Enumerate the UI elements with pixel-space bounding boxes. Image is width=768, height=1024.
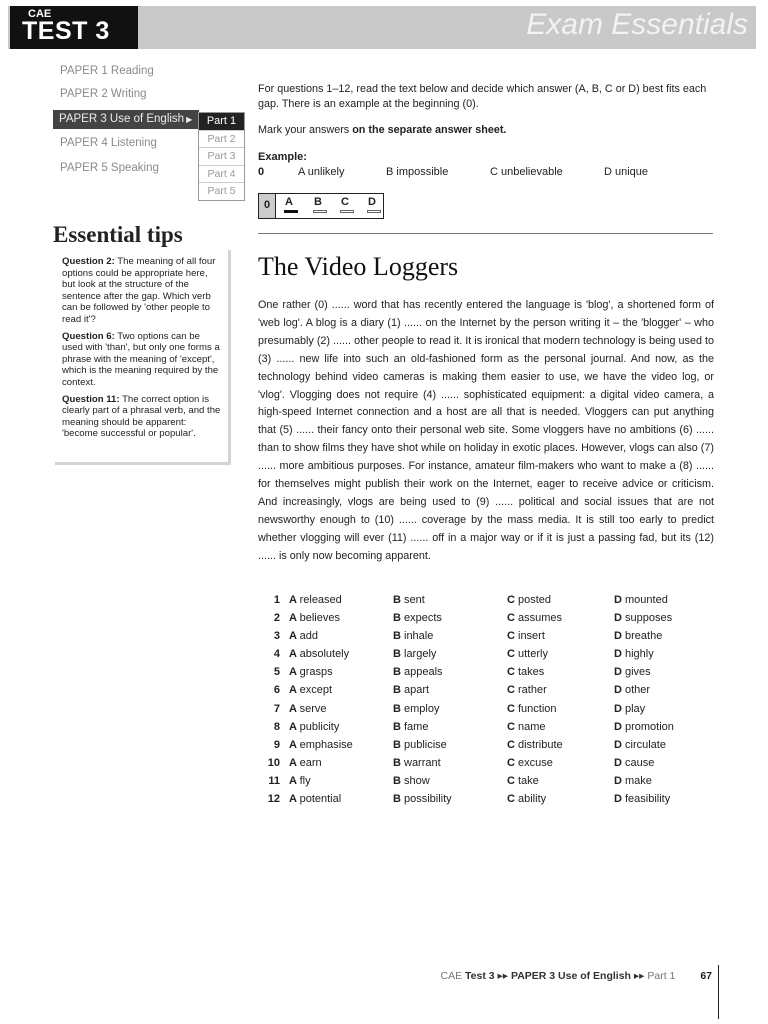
chevron-right-icon: ▸▸ (497, 970, 509, 982)
example-option-c: C unbelievable (490, 166, 563, 178)
option-letter: D (614, 666, 625, 679)
option-letter: C (507, 774, 518, 787)
option-text: breathe (625, 630, 663, 643)
option-text: publicise (404, 738, 447, 751)
option-letter: A (289, 630, 300, 643)
option-letter: C (507, 612, 518, 625)
option-d (614, 666, 651, 678)
question-number: 10 (267, 756, 280, 769)
header-test: TEST 3 (22, 17, 110, 45)
option-a (289, 757, 322, 769)
question-number: 6 (273, 684, 280, 697)
divider (258, 233, 713, 234)
option-b (393, 612, 442, 624)
nav-paper-3[interactable] (53, 110, 199, 129)
option-text: add (299, 630, 318, 643)
option-c (507, 612, 562, 624)
question-number: 1 (273, 594, 280, 606)
option-text: make (625, 774, 652, 787)
option-text: utterly (518, 648, 548, 661)
option-d (614, 703, 645, 715)
example-option-a: A unlikely (298, 166, 345, 178)
footer-section: Use of English (558, 970, 631, 982)
option-letter: A (289, 648, 300, 661)
option-letter: D (614, 684, 625, 697)
option-text: employ (404, 702, 440, 715)
option-a (289, 703, 327, 715)
option-text: publicity (299, 720, 340, 733)
option-letter: B (393, 774, 404, 787)
option-c (507, 721, 546, 733)
option-text: except (299, 684, 333, 697)
test-badge (10, 6, 138, 49)
answer-letter-d: D (368, 196, 376, 208)
option-text: take (518, 774, 539, 787)
page-footer (440, 970, 712, 982)
tip-label: Question 11: (62, 393, 120, 405)
question-number: 8 (273, 720, 280, 733)
option-b (393, 703, 439, 715)
part-tab-2[interactable]: Part 2 (199, 130, 244, 148)
option-text: other (625, 684, 651, 697)
option-a (289, 739, 353, 751)
option-a (289, 666, 333, 678)
option-text: believes (299, 612, 340, 625)
option-a (289, 721, 339, 733)
option-text: appeals (404, 666, 443, 679)
example-num: 0 (258, 166, 265, 178)
question-number: 7 (273, 702, 280, 715)
option-text: expects (404, 612, 442, 625)
nav-paper-1[interactable]: PAPER 1 Reading (60, 65, 154, 77)
answer-mark (340, 210, 354, 213)
question-number: 3 (273, 630, 280, 643)
option-d (614, 721, 674, 733)
option-text: fly (299, 774, 311, 787)
option-letter: C (507, 720, 518, 733)
option-letter: C (507, 793, 518, 806)
answer-note-bold: on the separate answer sheet. (352, 124, 507, 136)
option-letter: B (393, 793, 404, 806)
option-letter: A (289, 793, 300, 806)
option-text: absolutely (299, 648, 350, 661)
option-c (507, 793, 546, 805)
option-text: ability (518, 793, 547, 806)
option-letter: B (393, 720, 404, 733)
option-letter: B (393, 702, 404, 715)
option-text: insert (518, 630, 545, 643)
option-text: warrant (404, 756, 441, 769)
option-letter: C (507, 630, 518, 643)
option-d (614, 775, 652, 787)
option-letter: A (289, 594, 300, 606)
page-number: 67 (700, 970, 712, 982)
answer-mark (313, 210, 327, 213)
option-letter: B (393, 684, 404, 697)
question-number: 4 (273, 648, 280, 661)
option-d (614, 594, 668, 606)
option-c (507, 666, 544, 678)
footer-divider (718, 965, 719, 1019)
option-text: sent (404, 594, 425, 606)
option-a (289, 594, 342, 606)
footer-part: Part 1 (647, 970, 676, 982)
option-text: name (518, 720, 546, 733)
part-tab-5[interactable]: Part 5 (199, 182, 244, 200)
option-c (507, 757, 553, 769)
answer-zero: 0 (259, 194, 276, 218)
option-text: function (518, 702, 557, 715)
tip-text: Two options can be used with 'than', but only one forms a phrase with the meaning of 'except', which is the meaning required by the context. (62, 330, 220, 388)
option-text: promotion (625, 720, 674, 733)
option-letter: A (289, 720, 300, 733)
option-text: rather (518, 684, 547, 697)
option-text: inhale (404, 630, 434, 643)
tip-label: Question 2: (62, 256, 115, 267)
option-letter: B (393, 630, 404, 643)
tip-text: The correct option is clearly part of a phrasal verb, and the meaning should be apparent: 'become successful or popular'. (62, 393, 221, 440)
option-c (507, 739, 563, 751)
answer-letter-a: A (285, 196, 293, 208)
option-b (393, 775, 430, 787)
option-text: highly (625, 648, 654, 661)
question-number: 11 (268, 774, 280, 787)
option-text: gives (625, 666, 651, 679)
option-c (507, 648, 548, 660)
option-letter: C (507, 738, 518, 751)
option-text: apart (404, 684, 430, 697)
chevron-right-icon: ▶ (186, 115, 193, 124)
question-number: 12 (267, 793, 280, 806)
option-b (393, 666, 443, 678)
option-letter: A (289, 738, 300, 751)
part-tab-3[interactable]: Part 3 (199, 147, 244, 165)
option-text: assumes (518, 612, 563, 625)
option-b (393, 721, 428, 733)
option-letter: D (614, 774, 625, 787)
option-letter: B (393, 648, 404, 661)
option-a (289, 684, 332, 696)
option-a (289, 775, 311, 787)
answer-sheet-example (258, 193, 384, 219)
option-text: supposes (625, 612, 673, 625)
footer-cae: CAE (440, 970, 463, 982)
tip-label: Question 6: (62, 330, 115, 342)
option-letter: D (614, 738, 625, 751)
option-letter: A (289, 756, 300, 769)
nav-paper-2[interactable]: PAPER 2 Writing (60, 88, 147, 100)
answer-mark-selected (284, 210, 298, 213)
tips-title: Essential tips (53, 222, 183, 247)
answer-sheet-note (258, 124, 506, 136)
footer-test: Test 3 (465, 970, 495, 982)
answer-letter-b: B (314, 196, 322, 208)
option-d (614, 684, 650, 696)
parts-list (198, 112, 245, 201)
nav-paper-5[interactable]: PAPER 5 Speaking (60, 162, 159, 174)
tips-box (55, 250, 231, 465)
example-option-b: B impossible (386, 166, 449, 178)
option-letter: D (614, 756, 625, 769)
example-label: Example: (258, 151, 307, 163)
option-c (507, 775, 539, 787)
option-text: show (404, 774, 430, 787)
option-b (393, 793, 452, 805)
option-text: mounted (625, 594, 668, 606)
option-b (393, 739, 447, 751)
option-text: fame (404, 720, 429, 733)
option-d (614, 793, 670, 805)
tip-text: The meaning of all four options could be appropriate here, but look at the structure of the sentence after the gap. Which verb can be followed by 'other people to read it'? (62, 256, 216, 325)
option-c (507, 703, 557, 715)
option-letter: A (289, 612, 300, 625)
option-text: circulate (625, 738, 666, 751)
nav-paper-4[interactable]: PAPER 4 Listening (60, 137, 157, 149)
option-letter: D (614, 594, 625, 606)
part-tab-1[interactable]: Part 1 (199, 113, 244, 130)
option-text: potential (299, 793, 342, 806)
option-a (289, 648, 349, 660)
option-b (393, 630, 433, 642)
option-a (289, 793, 341, 805)
option-letter: C (507, 648, 518, 661)
option-text: grasps (299, 666, 333, 679)
option-b (393, 648, 436, 660)
answer-note-prefix: Mark your answers (258, 124, 353, 136)
question-number: 9 (273, 738, 280, 751)
option-a (289, 630, 318, 642)
option-letter: C (507, 666, 518, 679)
option-letter: C (507, 594, 518, 606)
tip-item (62, 331, 223, 389)
option-text: serve (299, 702, 327, 715)
option-b (393, 594, 425, 606)
part-tab-4[interactable]: Part 4 (199, 165, 244, 183)
example-option-d: D unique (604, 166, 649, 178)
passage-title: The Video Loggers (258, 252, 459, 281)
option-text: posted (518, 594, 552, 606)
header-cae: CAE (28, 8, 52, 20)
option-d (614, 739, 666, 751)
option-letter: B (393, 756, 404, 769)
option-text: emphasise (299, 738, 353, 751)
option-a (289, 612, 340, 624)
option-letter: C (507, 756, 518, 769)
option-text: feasibility (625, 793, 671, 806)
question-number: 5 (273, 666, 280, 679)
option-letter: A (289, 774, 300, 787)
nav-paper-3-label: PAPER 3 Use of English (59, 113, 185, 125)
footer-paper: PAPER 3 (510, 970, 556, 982)
chevron-right-icon: ▸▸ (633, 970, 645, 982)
passage-text: One rather (0) ...... word that has recently entered the language is 'blog', a shortened form of 'web log'. A blog is a diary (1) ...... on the Internet by the person writing it – the 'blogger' – who presumably (2) ...... other people to read it. It is ironical that modern technology is being used to (3) ...... new life into such an old-fashioned form as the personal journal. And now, as the technology behind video cameras is making them easier to use, we have the video log, or 'vlog'. Vlogging does not require (4) ...... sophisticated equipment: a digital video camera, a high-speed Internet connection and a host are all that is needed. Vloggers can put anything that (5) ...... their fancy onto their personal web site. Some vloggers have no ambitions (6) ...... than to show films they have shot while on holiday in exotic places. However, vlogs can also (7) ...... more ambitious purposes. For instance, amateur film-makers who want to make a (8) ...... for themselves might publish their work on the Internet, eager to receive advice or criticism. And increasingly, vlogs are being used to (9) ...... political and social issues that are not newsworthy enough to (10) ...... coverage by the mass media. It is still too early to predict whether vlogging will ever (11) ...... off in a major way or if it is just a passing fad, but its (12) ...... is only now becoming apparent. (258, 299, 714, 562)
option-text: distribute (518, 738, 563, 751)
option-letter: C (507, 702, 518, 715)
option-letter: D (614, 793, 625, 806)
instructions: For questions 1–12, read the text below and decide which answer (A, B, C or D) best fits each gap. There is an example at the beginning (0). (258, 83, 707, 110)
option-d (614, 612, 672, 624)
option-text: excuse (518, 756, 553, 769)
option-letter: D (614, 612, 625, 625)
option-c (507, 684, 547, 696)
question-number: 2 (273, 612, 280, 625)
option-letter: B (393, 612, 404, 625)
header-title: Exam Essentials (526, 8, 748, 41)
option-letter: A (289, 702, 300, 715)
option-text: cause (625, 756, 655, 769)
answer-letter-c: C (341, 196, 349, 208)
answer-mark (367, 210, 381, 213)
option-c (507, 594, 551, 606)
option-text: earn (299, 756, 322, 769)
tip-item (62, 256, 223, 326)
option-letter: B (393, 594, 404, 606)
option-letter: A (289, 684, 300, 697)
option-letter: D (614, 702, 625, 715)
option-text: play (625, 702, 646, 715)
option-text: largely (404, 648, 437, 661)
option-text: takes (518, 666, 545, 679)
option-b (393, 757, 441, 769)
option-letter: D (614, 648, 625, 661)
option-text: possibility (404, 793, 452, 806)
option-letter: B (393, 738, 404, 751)
option-letter: D (614, 630, 625, 643)
option-d (614, 757, 654, 769)
option-letter: A (289, 666, 300, 679)
option-d (614, 648, 654, 660)
option-letter: B (393, 666, 404, 679)
option-c (507, 630, 545, 642)
option-letter: C (507, 684, 518, 697)
option-text: released (299, 594, 342, 606)
option-d (614, 630, 662, 642)
option-b (393, 684, 429, 696)
option-letter: D (614, 720, 625, 733)
tip-item (62, 394, 223, 440)
